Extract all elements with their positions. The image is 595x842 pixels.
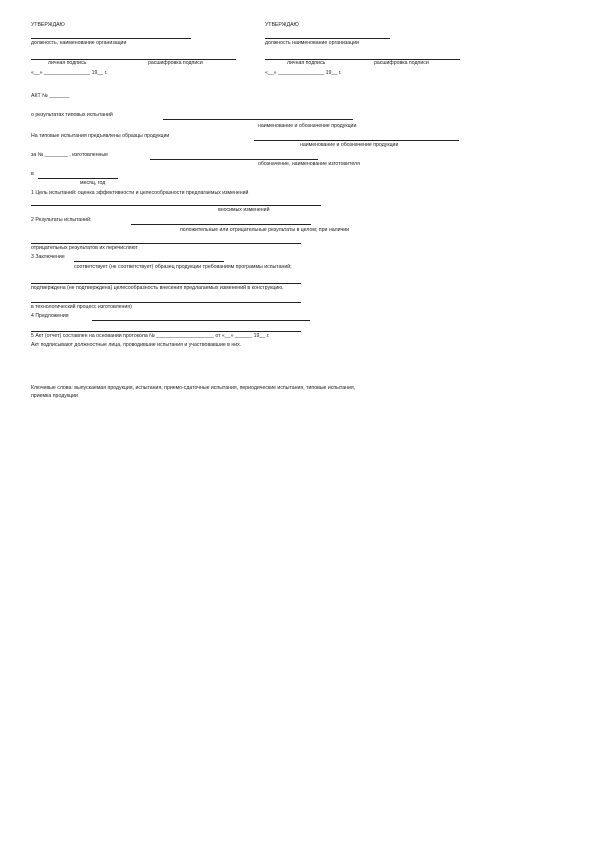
- approve-left-decode-caption: расшифровка подписи: [148, 60, 203, 66]
- results-label: о результатах типовых испытаний: [31, 112, 113, 118]
- approve-right-signature-caption: личная подпись: [287, 60, 326, 66]
- manufactured-label: за № ________ , изготовленные: [31, 152, 109, 158]
- approve-left-date: «__» ________________ 19__ г.: [31, 70, 108, 76]
- changes-caption: вносимых изменений: [218, 207, 270, 213]
- in-label: в: [31, 171, 34, 177]
- signed-text: Акт подписывают должностные лица, проводившие испытания и участвовавшие в них.: [31, 342, 242, 348]
- approve-right-position-caption: должность наименование организации: [265, 40, 359, 46]
- approve-left-position-line: [31, 38, 191, 39]
- approve-right-date: «__» ________________ 19__ г.: [265, 70, 342, 76]
- results-product-line: [163, 119, 353, 120]
- item-3-conclusion: 3 Заключение: [31, 254, 65, 260]
- results-line: [131, 224, 311, 225]
- confirms-text: подтверждена (не подтверждена) целесообразность внесения предлагаемых изменений в конструкцию,: [31, 285, 284, 291]
- tech-process-text: в технологический процесс изготовления): [31, 304, 132, 310]
- samples-product-line: [254, 140, 459, 141]
- proposals-line: [92, 320, 310, 321]
- proposals-extra-line: [31, 331, 301, 332]
- manufacturer-caption: обозначение, наименование изготовителя: [258, 161, 360, 167]
- negative-caption: отрицательных результатов их перечисляют: [31, 245, 138, 251]
- results-extra-line: [31, 243, 301, 244]
- conclusion-line: [74, 261, 224, 262]
- act-number: АКТ № _______: [31, 93, 70, 99]
- approve-right-title: УТВЕРЖДАЮ: [265, 22, 299, 28]
- item-2-results: 2 Результаты испытаний:: [31, 217, 92, 223]
- conforms-text: соответствует (не соответствует) образец продукции требованиям программы испытаний;: [74, 264, 292, 270]
- item-5-act: 5 Акт (отчет) составлен на основании протокола № ____________________ от «__» ______ 19__ г.: [31, 333, 270, 339]
- approve-left-signature-caption: личная подпись: [48, 60, 87, 66]
- keywords-line-1: Ключевые слова: выпускаемая продукция, испытания, приемо-сдаточные испытания, периодические испытания, типовые испытания,: [31, 385, 356, 391]
- product-caption-2: наименование и обозначение продукции: [300, 142, 399, 148]
- results-caption: положительные или отрицательные результаты в целом; при наличии: [180, 227, 350, 233]
- approve-left-title: УТВЕРЖДАЮ: [31, 22, 65, 28]
- confirms-extra-line: [31, 302, 301, 303]
- item-1-goal: 1 Цель испытаний: оценка эффективности и целесообразности предлагаемых изменений: [31, 190, 249, 196]
- approve-left-position-caption: должность, наименование организации: [31, 40, 127, 46]
- month-year-caption: месяц, год: [80, 180, 106, 186]
- item-4-proposals: 4 Предложения: [31, 313, 69, 319]
- manufacturer-line: [150, 159, 318, 160]
- month-year-line: [38, 178, 118, 179]
- approve-right-decode-caption: расшифровка подписи: [374, 60, 429, 66]
- conclusion-extra-line: [31, 283, 301, 284]
- samples-label: На типовые испытания предъявлены образцы продукции: [31, 133, 170, 139]
- product-caption-1: наименование и обозначение продукции: [258, 123, 357, 129]
- keywords-line-2: приемка продукции: [31, 393, 78, 399]
- changes-line: [31, 205, 321, 206]
- approve-right-position-line: [265, 38, 390, 39]
